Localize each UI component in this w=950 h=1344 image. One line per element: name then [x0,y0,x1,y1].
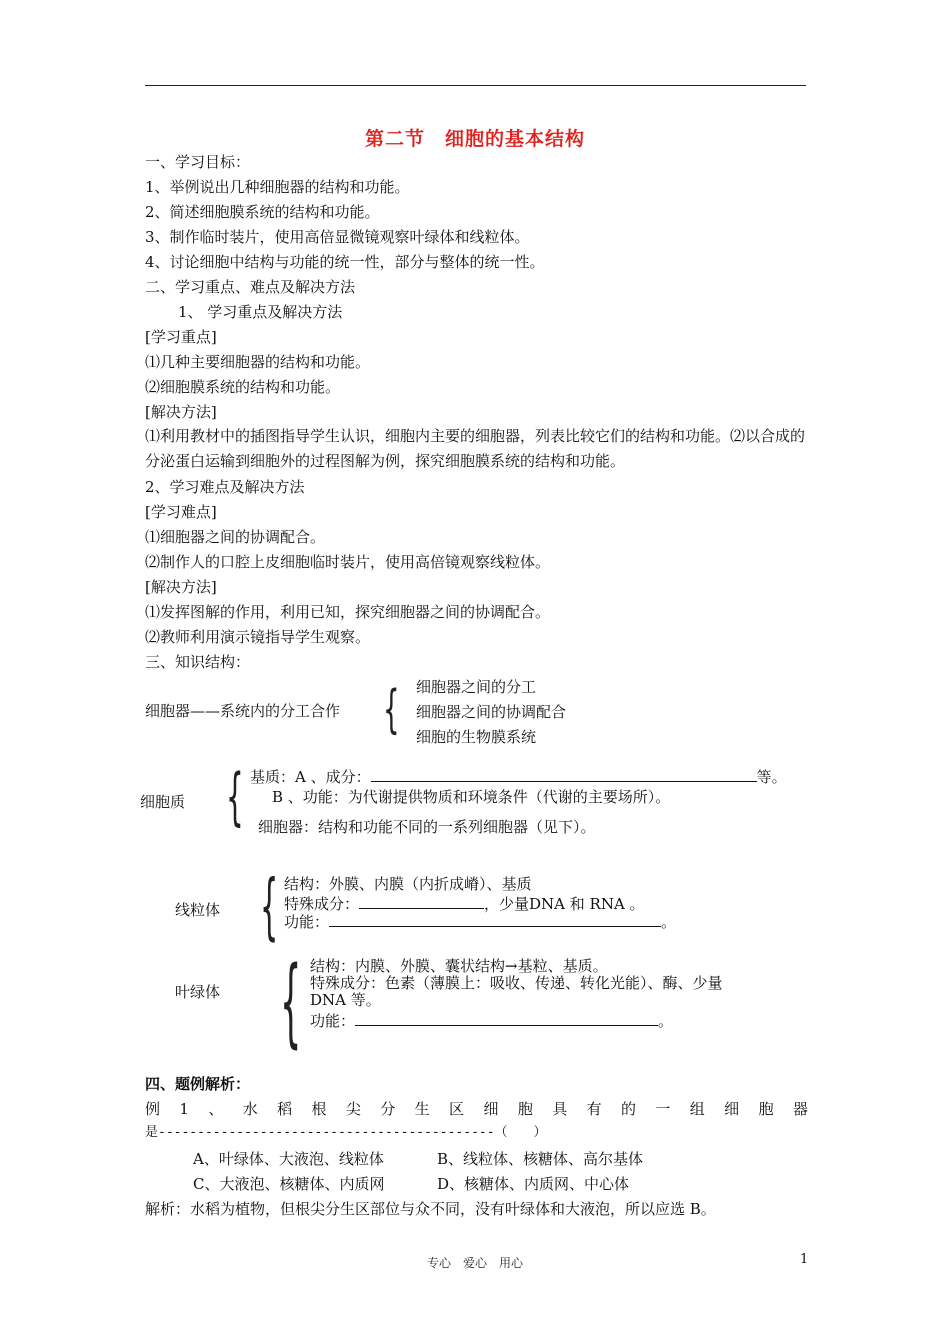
chloroplast-special: 特殊成分：色素（薄膜上：吸收、传递、转化光能）、酶、少量DNA 等。 [310,974,723,1009]
example-char: 细 [483,1100,499,1118]
example-char: 区 [449,1100,465,1118]
method2-tag: [解决方法] [145,578,217,596]
example-char: 器 [792,1100,808,1118]
section-4-heading: 四、题例解析： [145,1075,251,1093]
matrix-prefix: 基质：A 、成分： [250,768,371,786]
goal-item: 1、举例说出几种细胞器的结构和功能。 [145,178,410,196]
example-char: 分 [380,1100,396,1118]
header-rule [145,85,806,86]
example-char: 1 [179,1100,189,1118]
example-char: 的 [621,1100,637,1118]
example-char: 稻 [277,1100,293,1118]
example-char: 例 [145,1100,161,1118]
mitochondria-special-line [284,893,645,913]
page-number: 1 [800,1252,809,1267]
goal-item: 4、讨论细胞中结构与功能的统一性，部分与整体的统一性。 [145,253,545,271]
page-footer: 专心 爱心 用心 [426,1256,523,1270]
cytoplasm-label: 细胞质 [140,793,186,811]
section-1-heading: 一、学习目标： [145,153,251,171]
mito-function-suffix: 。 [661,913,677,931]
example-char: 一 [655,1100,671,1118]
example-char: 有 [586,1100,602,1118]
mito-special-prefix: 特殊成分： [284,895,360,913]
organelle-system-label: 细胞器——系统内的分工合作 [145,702,341,720]
matrix-suffix: 等。 [756,768,787,786]
difficulty-item: ⑵制作人的口腔上皮细胞临时装片，使用高倍镜观察线粒体。 [145,553,551,571]
organelle-branch: 细胞器之间的分工 [416,678,537,696]
difficulty-item: ⑴细胞器之间的协调配合。 [145,528,326,546]
mito-function-blank [329,911,661,927]
option-a: A、叶绿体、大液泡、线粒体 [193,1150,384,1168]
example-question-line2: 是-------------------------------------------（ ） [145,1125,547,1140]
matrix-blank [371,766,757,782]
goal-item: 2、简述细胞膜系统的结构和功能。 [145,203,380,221]
chloro-function-prefix: 功能： [310,1012,356,1030]
method-paragraph: ⑴利用教材中的插图指导学生认识，细胞内主要的细胞器，列表比较它们的结构和功能。⑵以合成的分泌蛋白运输到细胞外的过程图解为例，探究细胞膜系统的结构和功能。 [145,427,806,470]
section-2-heading: 二、学习重点、难点及解决方法 [145,278,356,296]
option-c: C、大液泡、核糖体、内质网 [193,1175,385,1193]
method-tag: [解决方法] [145,403,217,421]
analysis-text: 解析：水稻为植物，但根尖分生区部位与众不同，没有叶绿体和大液泡，所以应选 B。 [145,1200,716,1218]
organelle-branch: 细胞器之间的协调配合 [416,703,567,721]
option-b: B、线粒体、核糖体、高尔基体 [437,1150,644,1168]
subsection-focus-heading: 1、 学习重点及解决方法 [178,303,343,321]
example-char: 水 [242,1100,258,1118]
chloroplast-function-line [310,1010,673,1030]
mitochondria-structure: 结构：外膜、内膜（内折成嵴）、基质 [284,875,532,893]
mitochondria-brace: { [260,864,279,948]
example-char: 生 [414,1100,430,1118]
goal-item: 3、制作临时装片，使用高倍显微镜观察叶绿体和线粒体。 [145,228,530,246]
mito-function-prefix: 功能： [284,913,330,931]
example-char: 胞 [758,1100,774,1118]
mito-special-blank [359,893,484,909]
section-3-heading: 三、知识结构： [145,653,251,671]
example-char: 组 [689,1100,705,1118]
focus-item: ⑴几种主要细胞器的结构和功能。 [145,353,371,371]
mitochondria-label: 线粒体 [175,901,221,919]
example-char: 根 [311,1100,327,1118]
page-title: 第二节 细胞的基本结构 [364,128,585,150]
method2-item: ⑴发挥图解的作用，利用已知，探究细胞器之间的协调配合。 [145,603,551,621]
mitochondria-function-line [284,911,676,931]
method2-item: ⑵教师利用演示镜指导学生观察。 [145,628,371,646]
subsection-difficulty-heading: 2、学习难点及解决方法 [145,478,305,496]
chloro-function-blank [355,1010,658,1026]
chloro-function-suffix: 。 [658,1012,674,1030]
difficulty-tag: [学习难点] [145,503,217,521]
matrix-function-line: B 、功能：为代谢提供物质和环境条件（代谢的主要场所）。 [272,788,671,806]
chloroplast-structure: 结构：内膜、外膜、囊状结构→基粒、基质。 [310,957,608,975]
focus-item: ⑵细胞膜系统的结构和功能。 [145,378,341,396]
focus-tag: [学习重点] [145,328,217,346]
example-char: 、 [208,1100,224,1118]
example-char: 细 [724,1100,740,1118]
example-question-line [145,1099,808,1119]
chloroplast-label: 叶绿体 [175,983,221,1001]
organelle-brace: { [383,680,400,740]
option-d: D、核糖体、内质网、中心体 [437,1175,630,1193]
example-char: 胞 [517,1100,533,1118]
example-char: 具 [552,1100,568,1118]
mito-special-suffix: ，少量DNA 和 RNA 。 [484,895,645,913]
organelle-line: 细胞器：结构和功能不同的一系列细胞器（见下）。 [258,818,596,836]
chloroplast-brace: { [280,946,302,1058]
organelle-branch: 细胞的生物膜系统 [416,728,537,746]
example-char: 尖 [345,1100,361,1118]
matrix-line [250,766,787,787]
cytoplasm-brace: { [226,760,244,833]
